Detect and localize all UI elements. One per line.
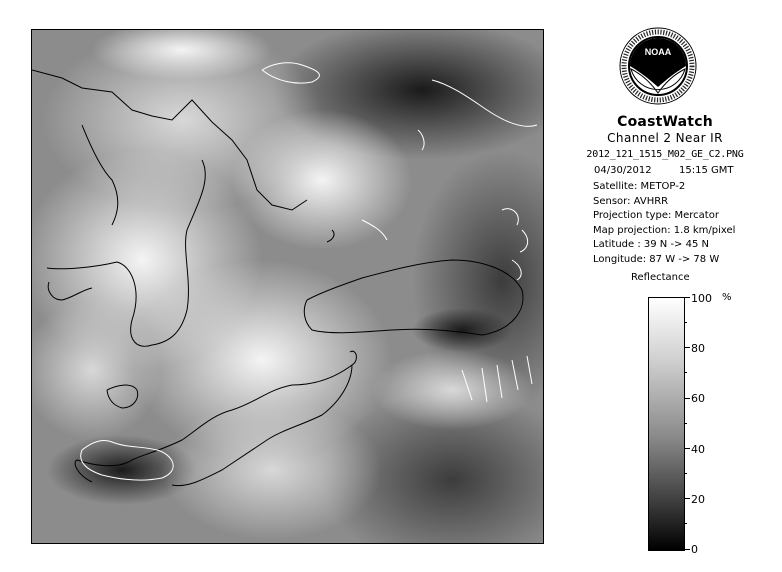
time-label: 15:15 GMT [679, 165, 734, 176]
tick-label-80: 80 [691, 342, 705, 355]
cloud-east [372, 350, 532, 430]
noaa-logo [619, 27, 697, 105]
tick-minor [684, 423, 687, 424]
tick-60 [684, 398, 690, 399]
satellite-map [31, 29, 544, 544]
tick-0 [684, 549, 690, 550]
tick-label-20: 20 [691, 493, 705, 506]
colorbar-scale [648, 297, 684, 550]
latitude-label: Latitude : 39 N -> 45 N [593, 239, 709, 250]
noaa-logo-text: NOAA [644, 47, 672, 57]
info-panel [560, 114, 770, 160]
cloud-south [162, 400, 382, 540]
product-title: CoastWatch [617, 114, 713, 130]
tick-100 [684, 297, 690, 298]
tick-minor [684, 523, 687, 524]
tick-minor [684, 322, 687, 323]
dark-area-lake [412, 308, 512, 352]
tick-minor [684, 473, 687, 474]
date-label: 04/30/2012 [594, 165, 652, 176]
map-projection-label: Map projection: 1.8 km/pixel [593, 225, 736, 236]
noaa-emblem [619, 27, 697, 105]
satellite-image [32, 30, 543, 543]
tick-label-40: 40 [691, 443, 705, 456]
colorbar-gradient [648, 297, 685, 551]
longitude-label: Longitude: 87 W -> 78 W [593, 254, 720, 265]
satellite-label: Satellite: METOP-2 [593, 181, 686, 192]
sensor-label: Sensor: AVHRR [593, 196, 669, 207]
projection-type-label: Projection type: Mercator [593, 210, 719, 221]
tick-label-100: 100 [691, 292, 712, 305]
cloud-central-north [232, 110, 412, 250]
tick-80 [684, 347, 690, 348]
filename-label: 2012_121_1515_M02_GE_C2.PNG [586, 149, 744, 160]
tick-20 [684, 498, 690, 499]
tick-minor [684, 372, 687, 373]
tick-label-0: 0 [691, 543, 698, 556]
tick-40 [684, 448, 690, 449]
colorbar-unit: % [722, 292, 732, 303]
channel-subtitle: Channel 2 Near IR [607, 131, 723, 145]
colorbar-title: Reflectance [631, 272, 690, 283]
tick-label-60: 60 [691, 392, 705, 405]
